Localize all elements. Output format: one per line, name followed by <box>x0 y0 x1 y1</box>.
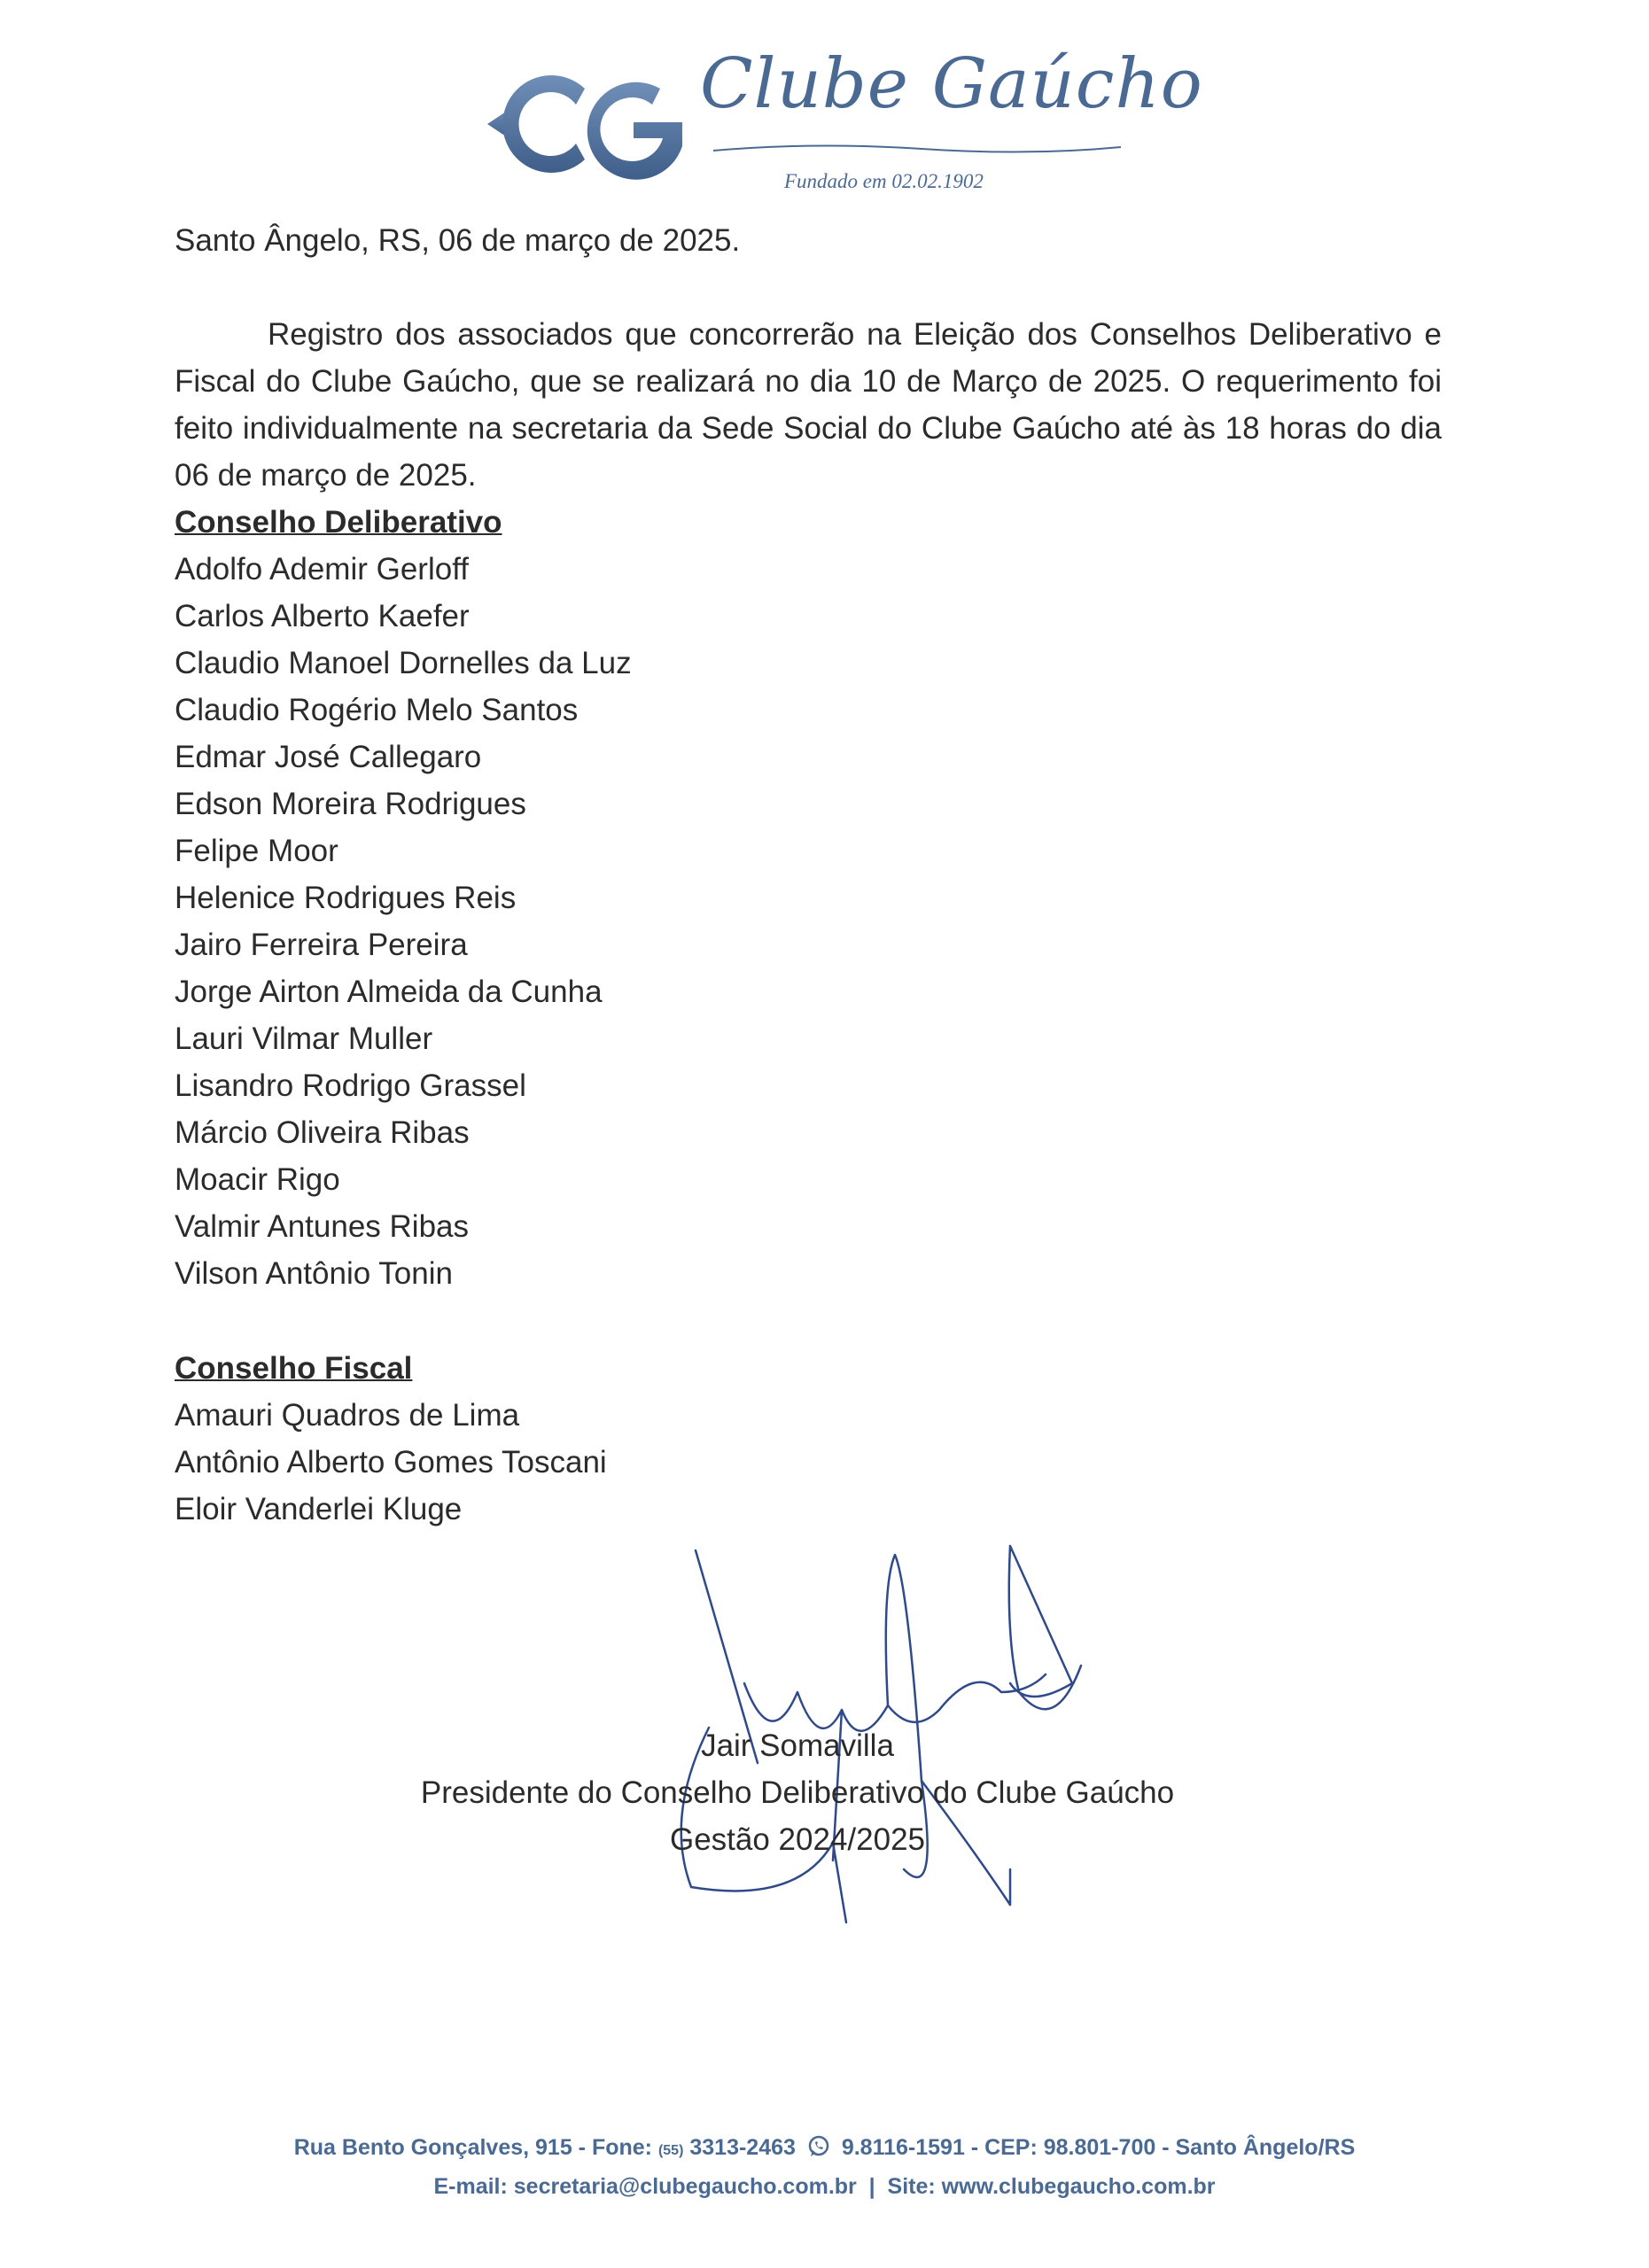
fiscal-member-list <box>175 1392 607 1533</box>
footer-phone-number: 3313-2463 <box>689 2135 796 2160</box>
member-name: Jairo Ferreira Pereira <box>175 928 468 962</box>
whatsapp-icon <box>807 2135 830 2158</box>
date-line: Santo Ângelo, RS, 06 de março de 2025. <box>175 223 741 258</box>
signer-role: Presidente do Conselho Deliberativo do Clube Gaúcho <box>420 1775 1175 1810</box>
member-name: Amauri Quadros de Lima <box>175 1398 520 1433</box>
member-name: Valmir Antunes Ribas <box>175 1209 470 1244</box>
footer-phone-area: (55) <box>657 2143 684 2158</box>
footer <box>0 2130 1649 2204</box>
member-name: Jorge Airton Almeida da Cunha <box>175 975 603 1009</box>
section-title-deliberativo: Conselho Deliberativo <box>175 505 502 540</box>
footer-address-part1: Rua Bento Gonçalves, 915 - Fone: <box>293 2135 652 2160</box>
member-name: Vilson Antônio Tonin <box>175 1256 453 1291</box>
signer-term: Gestão 2024/2025 <box>669 1822 925 1857</box>
signer-name: Jair Somavilla <box>701 1728 894 1763</box>
footer-address-line <box>0 2130 1649 2169</box>
founded-date: Fundado em 02.02.1902 <box>784 170 984 192</box>
member-name: Moacir Rigo <box>175 1162 340 1197</box>
member-name: Felipe Moor <box>175 834 338 868</box>
signer-block <box>416 1722 1178 1863</box>
footer-contact-line: E-mail: secretaria@clubegaucho.com.br | Site: www.clubegaucho.com.br <box>433 2174 1216 2199</box>
brand-flourish-icon <box>709 140 1125 158</box>
member-name: Lisandro Rodrigo Grassel <box>175 1068 526 1103</box>
intro-paragraph: Registro dos associados que concorrerão na Eleição dos Conselhos Deliberativo e Fiscal do Clube Gaúcho, que se realizará no dia 10 de Março de 2025. O requerimento foi feito individualmente na secretaria da Sede Social do Clube Gaúcho até às 18 horas do dia 06 de março de 2025. <box>175 317 1442 493</box>
member-name: Helenice Rodrigues Reis <box>175 881 517 915</box>
member-name: Edmar José Callegaro <box>175 740 482 774</box>
brand-name: Clube Gaúcho <box>700 44 1203 124</box>
member-name: Edson Moreira Rodrigues <box>175 787 526 821</box>
club-logo-icon <box>478 53 700 195</box>
member-name: Carlos Alberto Kaefer <box>175 599 470 633</box>
member-name: Claudio Manoel Dornelles da Luz <box>175 646 632 680</box>
footer-address-part2: 9.8116-1591 - CEP: 98.801-700 - Santo Ângelo/RS <box>841 2135 1356 2160</box>
deliberativo-member-list <box>175 546 632 1297</box>
member-name: Márcio Oliveira Ribas <box>175 1115 470 1150</box>
member-name: Claudio Rogério Melo Santos <box>175 693 579 727</box>
member-name: Antônio Alberto Gomes Toscani <box>175 1445 607 1480</box>
member-name: Lauri Vilmar Muller <box>175 1021 433 1056</box>
section-title-fiscal: Conselho Fiscal <box>175 1351 413 1386</box>
member-name: Adolfo Ademir Gerloff <box>175 552 470 586</box>
member-name: Eloir Vanderlei Kluge <box>175 1492 463 1526</box>
